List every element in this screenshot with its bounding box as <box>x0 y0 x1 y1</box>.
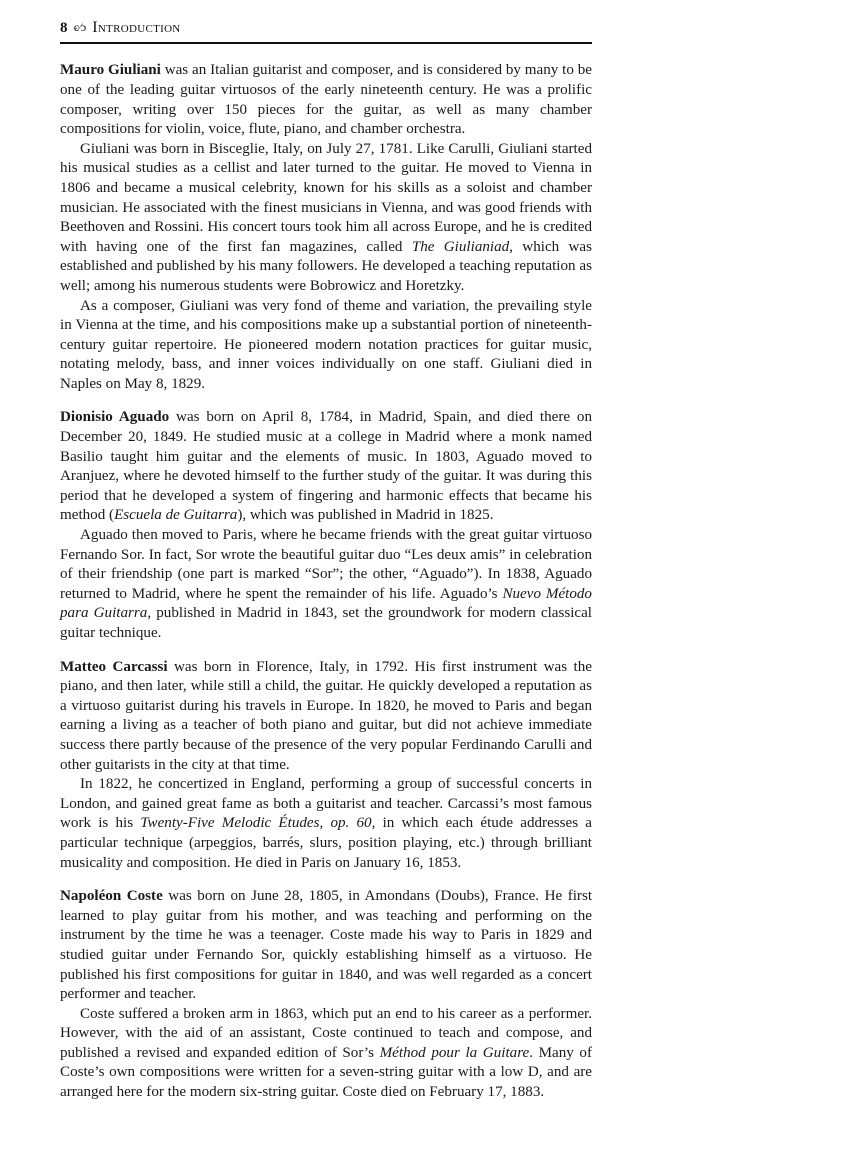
italic-title: Méthod pour la Guitare <box>379 1044 530 1061</box>
paragraph <box>60 887 592 1005</box>
running-head <box>60 18 592 40</box>
paragraph <box>60 408 592 526</box>
text-run: As a composer, Giuliani was very fond of theme and variation, the prevailing style in Vienna at the time, and his compositions make up a substantial portion of nineteenth-century guitar repertoire. He pioneered modern notation practices for guitar music, notating melody, bass, and inner voices individually on one staff. Giuliani died in Naples on May 8, 1829. <box>60 297 592 392</box>
text-run: ), which was published in Madrid in 1825. <box>237 507 494 524</box>
biography-section <box>60 61 592 394</box>
biography-section <box>60 887 592 1103</box>
paragraph <box>60 297 592 395</box>
text-run: was born on June 28, 1805, in Amondans (Doubs), France. He first learned to play guitar from his mother, and was teaching and performing on the instrument by the time he was a teenager. Coste made his way to Paris in 1829 and studied guitar under Fernando Sor, quickly establishing himself as a virtuoso. He published his first compositions for guitar in 1840, and was well regarded as a concert performer and teacher. <box>60 888 593 1003</box>
paragraph <box>60 658 592 776</box>
biography-section <box>60 658 592 874</box>
running-head-title: Introduction <box>92 19 181 36</box>
page-number: 8 <box>60 20 68 36</box>
italic-title: Nuevo Método para Guitarra <box>60 585 592 622</box>
paragraph <box>60 140 592 297</box>
text-run: In 1822, he concertized in England, performing a group of successful concerts in London, and gained great fame as both a guitarist and teacher. Carcassi’s most famous work is his <box>60 776 592 832</box>
body-text <box>60 61 592 1102</box>
text-run: . Many of Coste’s own compositions were written for a seven-string guitar with a low D, and are arranged here for the modern six-string guitar. Coste died on February 17, 1883. <box>60 1044 593 1101</box>
biography-section <box>60 408 592 643</box>
text-run: , which was established and published by his many followers. He developed a teaching reputation as well; among his numerous students were Bobrowicz and Horetzky. <box>60 238 593 294</box>
page-content-column <box>60 18 592 1117</box>
paragraph <box>60 61 592 139</box>
text-run: , published in Madrid in 1843, set the groundwork for modern classical guitar technique. <box>60 605 592 641</box>
header-rule <box>60 42 592 44</box>
text-run: was born on April 8, 1784, in Madrid, Spain, and died there on December 20, 1849. He studied music at a college in Madrid where a monk named Basilio taught him guitar and the elements of music. In 1803, Aguado moved to Aranjuez, where he devoted himself to the further study of the guitar. It was during this period that he developed a system of fingering and harmonic effects that became his method ( <box>60 409 592 524</box>
composer-name-lead: Dionisio Aguado <box>60 409 170 426</box>
text-run: was born in Florence, Italy, in 1792. His first instrument was the piano, and then later, while still a child, the guitar. He quickly developed a reputation as a virtuoso guitarist during his travels in Europe. In 1820, he moved to Paris and began earning a living as a teacher of both piano and guitar, but did not achieve immediate success there partly because of the presence of the very popular Ferdinando Carulli and other guitarists in the city at that time. <box>60 658 592 773</box>
composer-name-lead: Matteo Carcassi <box>60 658 168 675</box>
ornament-icon: є⁄ɔ <box>73 20 87 34</box>
italic-title: Twenty-Five Melodic Études, op. 60 <box>140 815 372 832</box>
text-run: , in which each étude addresses a particular technique (arpeggios, barrés, slurs, position playing, etc.) through brilliant musicality and composition. He died in Paris on January 16, 1853. <box>60 815 592 871</box>
text-run: Giuliani was born in Bisceglie, Italy, on July 27, 1781. Like Carulli, Giuliani started his musical studies as a cellist and later turned to the guitar. He moved to Vienna in 1806 and became a musical celebrity, known for his skills as a soloist and chamber musician. He associated with the finest musicians in Vienna, and was good friends with Beethoven and Rossini. His concert tours took him all across Europe, and he is credited with having one of the first fan magazines, called <box>60 140 592 255</box>
text-run: Aguado then moved to Paris, where he became friends with the great guitar virtuoso Fernando Sor. In fact, Sor wrote the beautiful guitar duo “Les deux amis” in celebration of their friendship (one part is marked “Sor”; the other, “Aguado”). In 1838, Aguado returned to Madrid, where he spent the remainder of his life. Aguado’s <box>60 527 592 602</box>
italic-title: Escuela de Guitarra <box>114 507 238 524</box>
paragraph <box>60 1005 592 1103</box>
text-run: Coste suffered a broken arm in 1863, which put an end to his career as a performer. However, with the aid of an assistant, Coste continued to teach and compose, and published a revised and expanded edition of Sor’s <box>60 1005 592 1061</box>
composer-name-lead: Mauro Giuliani <box>60 62 161 79</box>
italic-title: The Giulianiad <box>411 238 510 255</box>
paragraph <box>60 526 592 644</box>
composer-name-lead: Napoléon Coste <box>60 888 163 905</box>
paragraph <box>60 775 592 873</box>
text-run: was an Italian guitarist and composer, and is considered by many to be one of the leading guitar virtuosos of the early nineteenth century. He was a prolific composer, writing over 150 pieces for the guitar, as well as many chamber compositions for violin, voice, flute, piano, and chamber orchestra. <box>60 62 592 138</box>
